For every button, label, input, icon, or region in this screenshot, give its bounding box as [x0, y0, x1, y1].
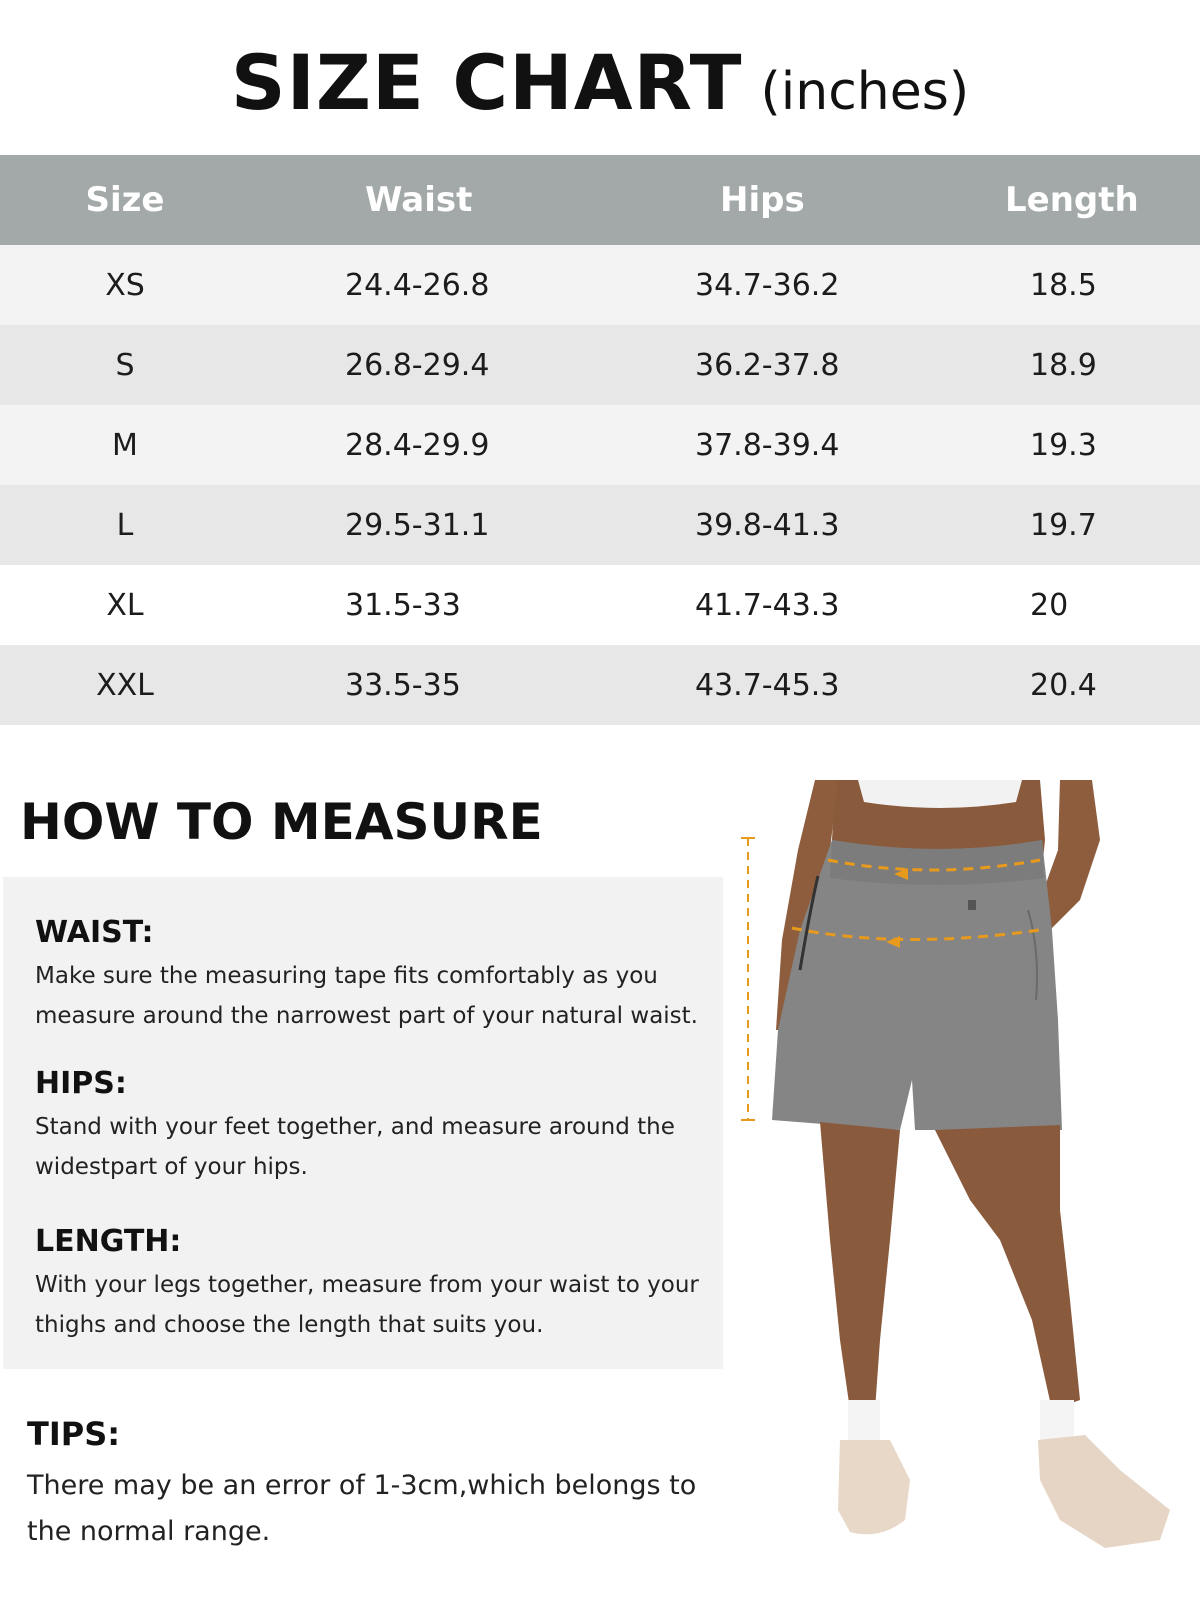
cell-hips: 36.2-37.8 [695, 347, 840, 383]
cell-length: 18.9 [1030, 347, 1097, 383]
cell-size: S [115, 347, 135, 383]
cell-hips: 34.7-36.2 [695, 267, 840, 303]
cell-hips: 41.7-43.3 [695, 587, 840, 623]
cell-hips: 43.7-45.3 [695, 667, 840, 703]
length-text: With your legs together, measure from your waist to your thighs and choose the length that suits you. [35, 1272, 699, 1338]
header-hips: Hips [720, 180, 805, 220]
table-row [0, 325, 1200, 405]
model-wearing-shorts-image [740, 780, 1200, 1570]
cell-hips: 39.8-41.3 [695, 507, 840, 543]
measure-instructions-box [3, 877, 723, 1369]
zipper-tab [968, 900, 976, 910]
cell-length: 20.4 [1030, 667, 1097, 703]
tips-heading: TIPS: [27, 1415, 121, 1453]
cell-length: 20 [1030, 587, 1069, 623]
cell-waist: 28.4-29.9 [345, 427, 490, 463]
cell-length: 19.3 [1030, 427, 1097, 463]
right-sneaker [1038, 1435, 1170, 1548]
cell-length: 18.5 [1030, 267, 1097, 303]
size-chart-title [0, 38, 1200, 127]
how-to-measure-title: HOW TO MEASURE [20, 793, 543, 851]
cell-size: XXL [96, 667, 154, 703]
cell-size: L [116, 507, 134, 543]
tips-text: There may be an error of 1-3cm,which belongs to the normal range. [27, 1470, 697, 1547]
cell-length: 19.7 [1030, 507, 1097, 543]
header-waist: Waist [365, 180, 473, 220]
header-size: Size [85, 180, 165, 220]
right-leg [935, 1125, 1080, 1410]
crop-top [858, 780, 1022, 808]
cell-size: XS [105, 267, 145, 303]
cell-waist: 33.5-35 [345, 667, 461, 703]
cell-waist: 26.8-29.4 [345, 347, 490, 383]
hips-heading: HIPS: [35, 1066, 127, 1101]
waist-heading: WAIST: [35, 915, 154, 950]
table-row [0, 565, 1200, 645]
table-row [0, 485, 1200, 565]
title-main: SIZE CHART [230, 38, 743, 127]
cell-waist: 29.5-31.1 [345, 507, 490, 543]
title-unit: (inches) [760, 62, 970, 122]
left-leg [820, 1122, 900, 1410]
waist-text: Make sure the measuring tape fits comfortably as you measure around the narrowest part of your natural waist. [35, 963, 698, 1029]
hips-text: Stand with your feet together, and measure around the widestpart of your hips. [35, 1114, 675, 1180]
cell-waist: 31.5-33 [345, 587, 461, 623]
cell-size: XL [106, 587, 144, 623]
cell-hips: 37.8-39.4 [695, 427, 840, 463]
left-sneaker [838, 1440, 910, 1534]
table-row [0, 245, 1200, 325]
table-row [0, 645, 1200, 725]
length-heading: LENGTH: [35, 1224, 182, 1259]
header-length: Length [1005, 180, 1139, 220]
cell-size: M [112, 427, 138, 463]
table-row [0, 405, 1200, 485]
table-header-row [0, 155, 1200, 245]
cell-waist: 24.4-26.8 [345, 267, 490, 303]
size-table [0, 155, 1200, 725]
